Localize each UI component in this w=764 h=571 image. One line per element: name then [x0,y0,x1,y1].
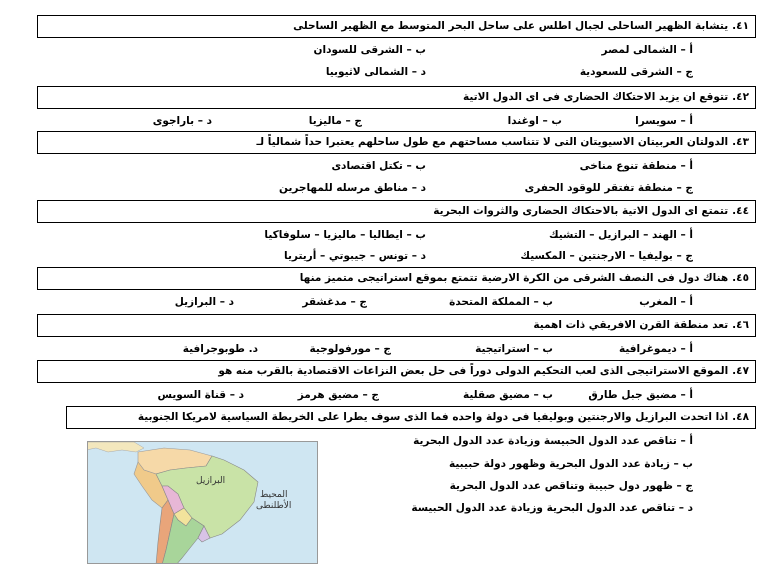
question-number: ٤٦. [732,319,749,331]
question-box [37,15,756,38]
ocean-label [256,490,291,512]
question-box [37,200,756,223]
option-d[interactable]: د – باراجوى [152,115,212,127]
question-box [37,86,756,109]
option-c[interactable]: ج – منطقة تفتقر للوقود الحفرى [524,182,693,194]
question-text: الدولتان العربيتان الاسيويتان التى لا تتناسب مساحتهم مع طول ساحلهم يعتبرا حداً شمالياً لـ [256,136,729,148]
option-b[interactable]: ب – ايطاليا – ماليزيا – سلوفاكيا [264,229,426,241]
question-text: اذا اتحدت البرازيل والارجنتين وبوليفيا فى دولة واحده فما الذى سوف يطرا على الخريطة السياسية لامريكا الجنوبية [137,411,729,423]
question-number: ٤١. [732,20,749,32]
option-c[interactable]: ج – ظهور دول حبيبة وتناقص عدد الدول البحرية [449,480,693,492]
option-c[interactable]: ج – ماليزيا [308,115,362,127]
option-c[interactable]: ج – الشرقى للسعودية [579,66,693,78]
question-text: يتشابة الظهير الساحلى لجبال اطلس على ساحل البحر المتوسط مع الظهير الساحلى [293,20,729,32]
ocean-label-line2: الأطلنطى [256,501,292,511]
question-text: تتوقع ان يزيد الاحتكاك الحضارى فى اى الدول الاتية [463,91,729,103]
question-text: تتمتع اى الدول الاتية بالاحتكاك الحضارى والثروات البحرية [433,205,729,217]
option-b[interactable]: ب – المملكة المتحدة [449,296,553,308]
brazil-label: البرازيل [196,476,226,486]
question-number: ٤٥. [732,272,749,284]
question-text: الموقع الاستراتيجى الذى لعب التحكيم الدولى دوراً فى حل بعض النزاعات الاقتصادية بالقرب منه هو [218,365,729,377]
question-box [37,267,756,290]
option-d[interactable]: د. طوبوجرافية [182,343,258,355]
question-box [66,406,756,429]
option-d[interactable]: د – تونس – جيبوتي – أريتريا [284,250,426,262]
question-number: ٤٧. [732,365,749,377]
option-a[interactable]: أ – سويسرا [635,115,693,127]
question-box [37,131,756,154]
option-c[interactable]: ج – مدغشقر [302,296,367,308]
option-b[interactable]: ب – مضيق صقلية [462,389,553,401]
option-c[interactable]: ج – بوليفيا – الارجنتين – المكسيك [520,250,693,262]
question-number: ٤٤. [732,205,749,217]
option-d[interactable]: د – الشمالى لاثيوبيا [325,66,426,78]
question-number: ٤٣. [732,136,749,148]
option-b[interactable]: ب – زيادة عدد الدول البحرية وظهور دولة حبيبية [449,458,693,470]
ocean-label-line1: المحيط [259,490,288,500]
option-d[interactable]: د – تناقص عدد الدول البحرية وزيادة عدد الدول الحبيسة [411,502,693,514]
option-b[interactable]: ب – اوغندا [507,115,562,127]
option-b[interactable]: ب – الشرقى للسودان [313,44,426,56]
option-a[interactable]: أ – المغرب [639,296,693,308]
option-a[interactable]: أ – الشمالى لمصر [601,44,693,56]
option-a[interactable]: أ – مضيق جبل طارق [588,389,693,401]
option-d[interactable]: د – قناة السويس [157,389,244,401]
question-text: هناك دول فى النصف الشرقى من الكرة الارضية تتمتع بموقع استراتيجى متميز منها [299,272,729,284]
question-number: ٤٢. [732,91,749,103]
option-c[interactable]: ج – مضيق هرمز [297,389,379,401]
south-america-map [87,441,318,564]
option-a[interactable]: أ – منطقة تنوع مناخى [579,160,693,172]
option-a[interactable]: أ – الهند – البرازيل – التشيك [548,229,693,241]
question-box [37,314,756,337]
option-d[interactable]: د – البرازيل [174,296,234,308]
option-a[interactable]: أ – تناقص عدد الدول الحبيسة وزيادة عدد الدول البحرية [413,435,693,447]
option-a[interactable]: أ – ديموغرافية [619,343,693,355]
question-text: تعد منطقة القرن الافريقي ذات اهمية [533,319,729,331]
option-b[interactable]: ب – استراتيجية [475,343,553,355]
option-b[interactable]: ب – تكتل اقتصادى [331,160,426,172]
question-box [37,360,756,383]
question-number: ٤٨. [732,411,749,423]
option-d[interactable]: د – مناطق مرسله للمهاجرين [279,182,426,194]
option-c[interactable]: ج – مورفولوجية [309,343,391,355]
